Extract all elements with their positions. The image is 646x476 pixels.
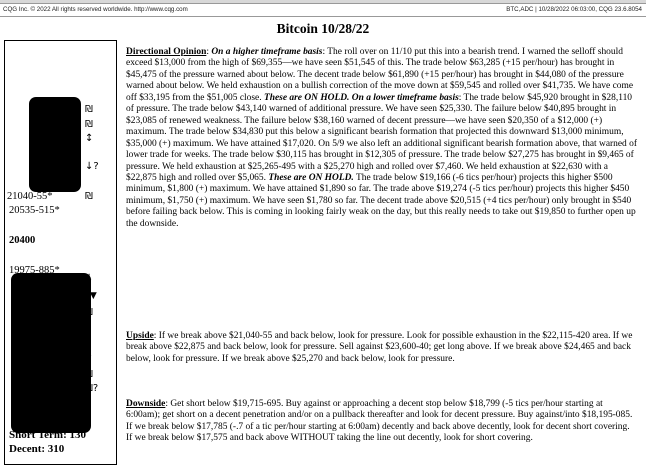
downside-paragraph: Downside: Get short below $19,715-695. Buy against or approaching a decent stop below $18,799 (-5 tics per/hour starting at 6:00am); get short on a decent penetration and/or on a pullback thereafter and look for decent pressure. Buy against/into $18,195-085. If we break below $17,785 (-.7 of a tic per/hour starting at 6:00am) decently and back above decently, look for decent short covering. If we break below $17,575 and back above WITHOUT taking the line out decently, look for short covering. bbox=[126, 399, 633, 444]
downside-label: Downside bbox=[126, 399, 166, 409]
directional-opinion-label: Directional Opinion bbox=[126, 47, 207, 57]
copyright-text: CQG Inc. © 2022 All rights reserved worldwide. http://www.cqg.com bbox=[3, 6, 188, 13]
level-420: 420 bbox=[49, 161, 65, 172]
page-title: Bitcoin 10/28/22 bbox=[276, 21, 370, 36]
levels-panel bbox=[4, 40, 117, 465]
level-21040-55: 21040-55* bbox=[7, 191, 53, 202]
upside-paragraph: Upside: If we break above $21,040-55 and back below, look for pressure. Look for possible exhaustion in the $22,115-420 area. If we break above $22,875 and back below, look for pressure. Sell against $23,600-40; get long above. If we break above $24,465 and back below, look for pressure. If we break above $25,270 and back below, look for pressure. bbox=[126, 331, 633, 364]
short-term-label: Short Term: 130 bbox=[9, 429, 86, 441]
level-19975-885: 19975-885* bbox=[9, 265, 60, 276]
pressure-icon: ₪ bbox=[85, 307, 93, 318]
decent-label: Decent: 310 bbox=[9, 443, 65, 455]
directional-opinion-paragraph: Directional Opinion: On a higher timeframe basis: The roll over on 11/10 put this into a bearish trend. I warned the selloff should exceed $13,000 from the high of $69,355—we have seen $51,545 of this. The trade below $63,285 (+15 per/hour) has brought in $45,475 of the pressure warned about below. The decent trade below $61,890 (+15 per/hour) has brought in $44,080 of the pressure warned about below. We held exhaustion on a bullish correction of the move down at $59,545 and rolled over $41,735. We have come off $33,195 from the $51,005 close. These are ON HOLD. On a lower timeframe basis: The trade below $45,920 brought in $28,110 of pressure. The trade below $43,140 warned of additional pressure. We have seen $25,330. The failure below $40,895 brought in $23,085 of renewed weakness. The failure below $38,160 warned of decent pressure—we have seen $20,350 of a $12,000 (+) maximum. The trade below $34,830 put this below a significant bearish formation that projected this downward $13,000 minimum, $35,000 (+) maximum. We have attained $17,020. On 5/9 we also left an additional significant bearish formation above, that warned of lower trade for weeks. The trade below $30,115 has brought in $12,305 of pressure. The trade below $27,275 has brought in $9,465 of pressure. We held exhaustion at $25,265-495 with a $25,270 high and rolled over $7,460. We held exhaustion at $22,630 with a $22,875 high and rolled over $5,065. These are ON HOLD. The trade below $19,166 (-6 tics per/hour) projects this higher $500 minimum, $1,800 (+) maximum. We have attained $1,890 so far. The trade above $19,274 (-5 tics per/hour) projects this higher $450 minimum, $1,750 (+) maximum. We have seen $1,780 so far. The decent trade above $20,515 (+4 tics per/hour) only brought in $540 before failing back below. This is coming in looking fairly weak on the day, but this really needs to take out $19,850 to further open up the downside. bbox=[126, 47, 637, 229]
level-40: 40* bbox=[49, 133, 65, 144]
pressure-question-icon: ₪? bbox=[85, 383, 99, 394]
redaction-block-bottom bbox=[11, 273, 94, 433]
up-down-triangle-icon: ▲▼ bbox=[83, 291, 97, 301]
down-arrow-icon: ↓ bbox=[85, 273, 94, 284]
pressure-icon: ₪ bbox=[85, 104, 93, 115]
upside-label: Upside bbox=[126, 331, 154, 341]
level-20400: 20400 bbox=[9, 235, 36, 246]
level-20535-515: 20535-515* bbox=[9, 205, 60, 216]
pressure-icon: ₪ bbox=[85, 369, 93, 380]
down-question-icon: ↓? bbox=[85, 161, 99, 172]
pressure-icon: ₪ bbox=[85, 119, 93, 130]
updown-arrow-icon: ↕ bbox=[85, 133, 94, 144]
symbol-timestamp: BTC,ADC | 10/28/2022 06:03:00, CQG 23.6.8054 bbox=[506, 6, 642, 13]
pressure-icon: ₪ bbox=[67, 104, 75, 115]
top-border bbox=[0, 0, 646, 4]
header-divider bbox=[0, 16, 646, 17]
pressure-icon: ₪ bbox=[85, 191, 93, 202]
up-arrow-icon: ↑ bbox=[85, 353, 94, 364]
